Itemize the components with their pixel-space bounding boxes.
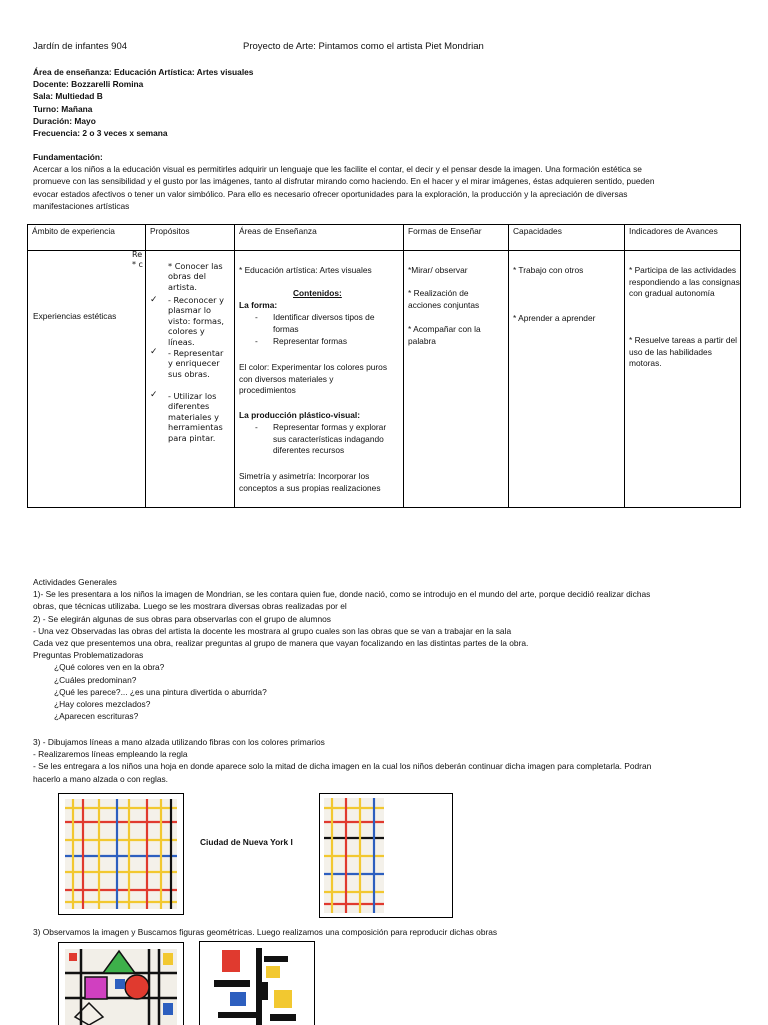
table-header-row [28,225,741,251]
cell-indicadores [625,251,741,508]
ambito-value: Experiencias estéticas [33,311,117,321]
composition-painting [199,941,315,1025]
actividad-line: Cada vez que presentemos una obra, realizar preguntas al grupo de manera que vayan focalizando en las distintas partes de la obra. [33,638,529,649]
info-sala: Sala: Multiedad B [33,91,103,102]
actividad-line: Preguntas Problematizadoras [33,650,144,661]
info-docente: Docente: Bozzarelli Romina [33,79,144,90]
table-row [28,251,741,508]
check-icon: ✓ [150,347,158,357]
step3-line: - Realizaremos líneas empleando la regla [33,749,188,760]
question: ¿Qué les parece?... ¿es una pintura divertida o aburrida? [54,686,267,697]
areas-title: * Educación artística: Artes visuales [239,265,372,275]
check-icon: ✓ [150,390,158,400]
indicador: * Resuelve tareas a partir del uso de las habilidades motoras. [629,335,737,368]
cell-areas [235,251,404,508]
fundamentacion-line: evocar estados afectivos o tener un valor simbólico. Para ello es necesario ofrecer oportunidades para la exploración, la producción y la apreciación de diversas [33,188,628,199]
header-capacidades: Capacidades [509,225,625,251]
fundamentacion-line: promueve con las sensibilidad y el gusto por las imágenes, tanto al disfrutar mirando como haciendo. En el hacer y el mirar imágenes, éstas adquieren sentido, pueden [33,176,655,187]
produccion-item: Representar formas y explorar sus características indagando diferentes recursos [273,422,387,455]
cell-ambito [28,251,146,508]
info-turno: Turno: Mañana [33,103,93,114]
project-title: Proyecto de Arte: Pintamos como el artista Piet Mondrian [243,41,484,52]
forma-ensenar: *Mirar/ observar [408,265,468,275]
proposito-item: * Conocer las obras del artista. [168,261,223,292]
plan-table [27,224,741,508]
forma-item: Identificar diversos tipos de formas [273,312,375,334]
forma-label: La forma: [239,300,278,310]
produccion-label: La producción plástico-visual: [239,410,360,420]
check-icon: ✓ [150,295,158,305]
fundamentacion-line: Acercar a los niños a la educación visual es permitirles adquirir un lenguaje que les facilite el contar, el decir y el pensar desde la imagen. Una formación estética se [33,164,642,175]
header-indicadores: Indicadores de Avances [625,225,741,251]
indicador: * Participa de las actividades respondiendo a las consignas con gradual autonomía [629,265,740,298]
fundamentacion [33,151,743,212]
header-propositos: Propósitos [146,225,235,251]
fundamentacion-line: manifestaciones artísticas [33,200,130,211]
cell-propositos [132,250,235,508]
capacidad: * Trabajo con otros [513,265,584,275]
info-frecuencia: Frecuencia: 2 o 3 veces x semana [33,128,168,139]
forma-ensenar: * Acompañar con la palabra [408,324,481,346]
capacidad: * Aprender a aprender [513,313,596,323]
actividad-line: 2) - Se elegirán algunas de sus obras para observarlas con el grupo de alumnos [33,613,331,624]
questions-list [33,661,745,722]
actividades [33,576,745,722]
contenidos-label: Contenidos: [293,288,342,298]
clipped-line: * c [132,260,143,270]
mondrian-painting-full [58,793,184,915]
fundamentacion-title: Fundamentación: [33,152,103,162]
step3-line: - Se les entregara a los niños una hoja en donde aparece solo la mitad de dicha imagen en la cual los niños deberán continuar dicha imagen para completarla. Podran [33,761,652,772]
step3 [33,736,745,785]
dash: - [255,422,258,432]
actividad-line: obras, que técnicas utilizaba. Luego se les mostrara diversas obras realizadas por el [33,601,347,612]
header-areas: Áreas de Enseñanza [235,225,404,251]
question: ¿Cuáles predominan? [54,674,137,685]
info-duracion: Duración: Mayo [33,115,96,126]
simetria-text: Simetría y asimetría: Incorporar los conceptos a sus propias realizaciones [239,471,381,493]
painting-full-svg [59,794,183,914]
header-ambito: Ámbito de experiencia [28,225,146,251]
painting-half-svg [320,794,452,917]
clipped-line: Re [132,250,143,259]
info-block [33,66,253,139]
question: ¿Qué colores ven en la obra? [54,662,165,673]
cell-capacidades [509,251,625,508]
proposito-item: - Reconocer y plasmar lo visto: formas, colores y líneas. [168,295,224,347]
question: ¿Aparecen escrituras? [54,711,139,722]
proposito-item: - Representar y enriquecer sus obras. [168,348,224,379]
proposito-item: - Utilizar los diferentes materiales y herramientas para pintar. [168,391,223,443]
actividad-line: - Una vez Observadas las obras del artista la docente les mostrara al grupo cuales son las obras que se van a trabajar en la sala [33,625,512,636]
actividades-title: Actividades Generales [33,577,117,587]
school-name: Jardín de infantes 904 [33,41,128,52]
step3-line: 3) - Dibujamos líneas a mano alzada utilizando fibras con los colores primarios [33,737,325,747]
forma-ensenar: * Realización de acciones conjuntas [408,288,480,310]
actividad-line: 1)- Se les presentara a los niños la imagen de Mondrian, se les contara quien fue, donde nació, como se introdujo en el mundo del arte, porque decidió realizar dichas [33,589,651,600]
step3b: 3) Observamos la imagen y Buscamos figuras geométricas. Luego realizamos una composición para reproducir dichas obras [33,927,498,937]
dash: - [255,336,258,346]
geometric-shapes-painting [58,942,184,1025]
header-formas: Formas de Enseñar [404,225,509,251]
dash: - [255,312,258,322]
composition-svg [200,942,314,1025]
step3-line: hacerlo a mano alzada o con reglas. [33,773,169,784]
color-text: El color: Experimentar los colores puros con diversos materiales y procedimientos [239,362,388,395]
painting-caption: Ciudad de Nueva York I [200,837,293,847]
propositos-clipped [132,250,143,271]
question: ¿Hay colores mezclados? [54,699,151,710]
mondrian-painting-half [319,793,453,918]
forma-item: Representar formas [273,336,348,346]
info-area: Área de enseñanza: Educación Artística: Artes visuales [33,67,254,77]
geometric-svg [59,943,183,1025]
cell-formas [404,251,509,508]
